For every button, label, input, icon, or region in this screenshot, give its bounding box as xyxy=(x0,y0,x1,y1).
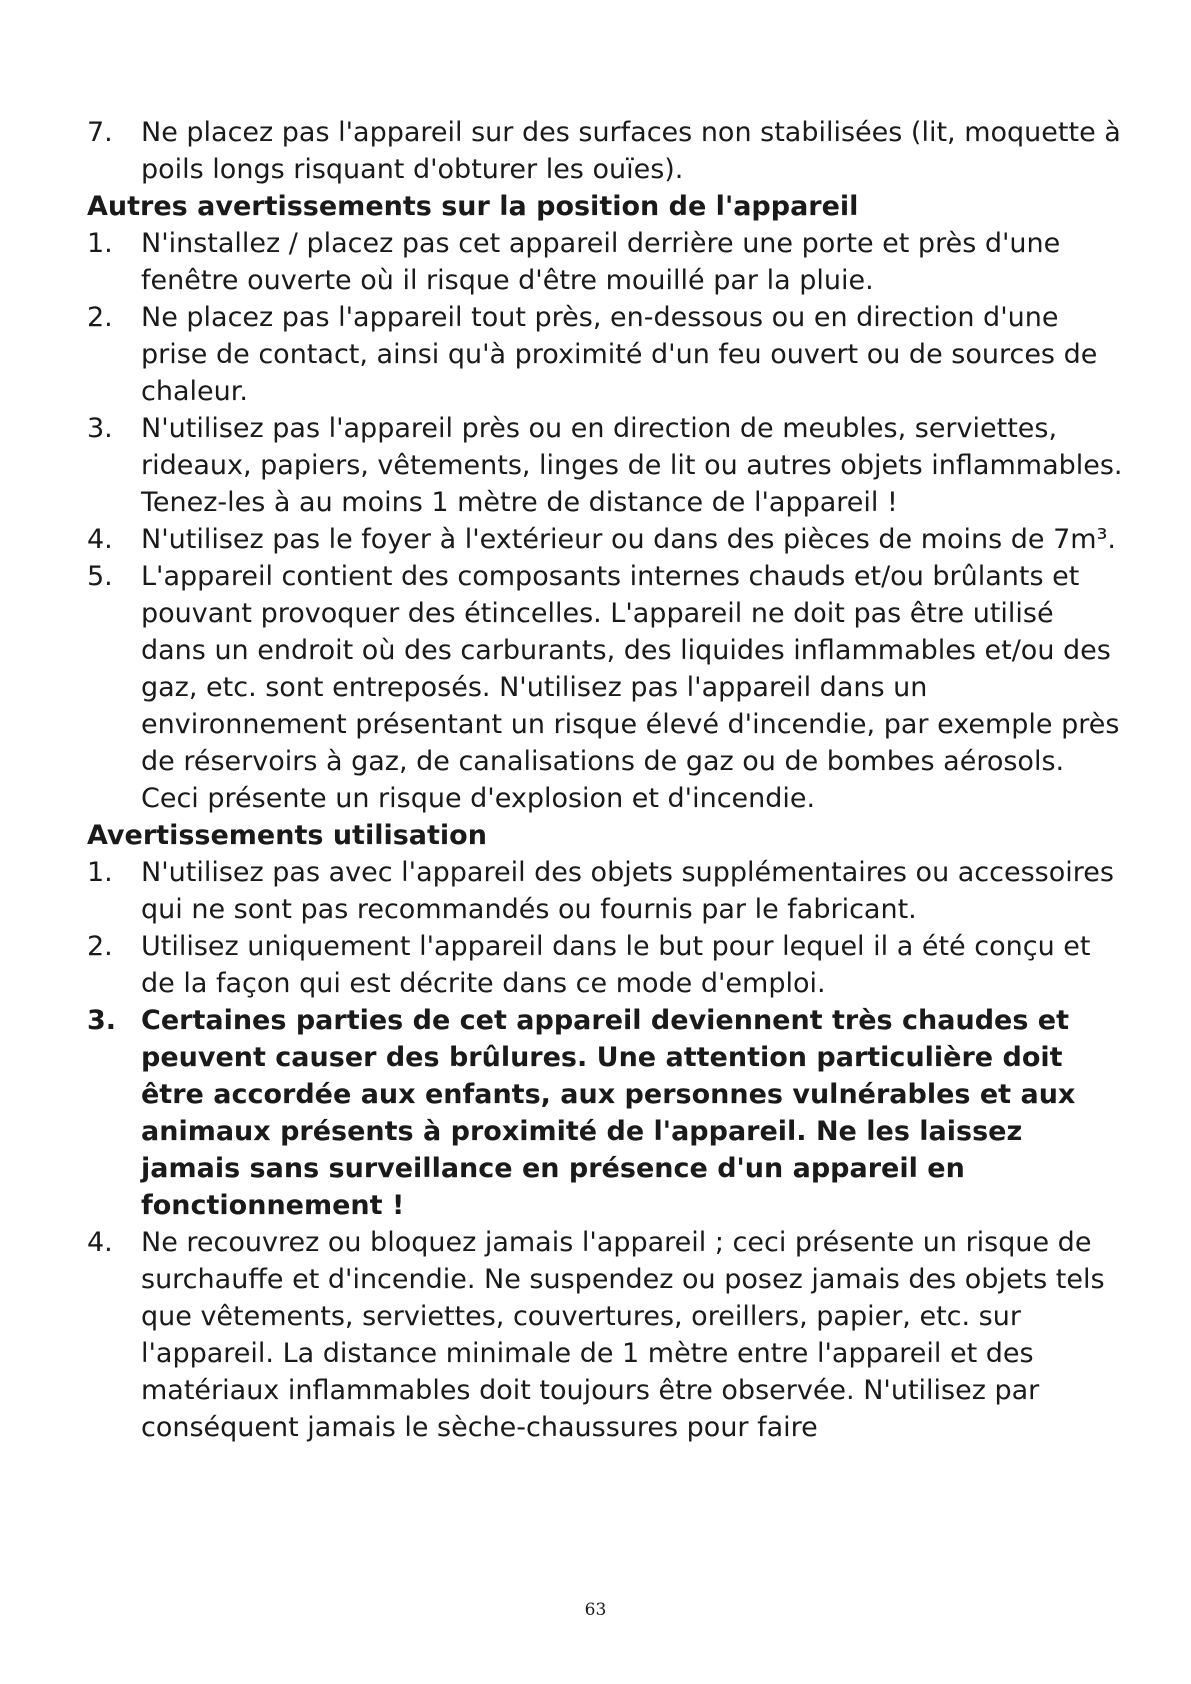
position-item-5 xyxy=(87,558,1127,817)
page-content xyxy=(87,114,1127,1446)
list-text: L'appareil contient des composants internes chauds et/ou brûlants et pouvant provoquer des étincelles. L'appareil ne doit pas être utilisé dans un endroit où des carburants, des liquides inflammables et/ou des gaz, etc. sont entreposés. N'utilisez pas l'appareil dans un environnement présentant un risque élevé d'incendie, par exemple près de réservoirs à gaz, de canalisations de gaz ou de bombes aérosols. Ceci présente un risque d'explosion et d'incendie. xyxy=(141,561,1120,814)
list-number: 7. xyxy=(87,117,113,148)
list-item-7 xyxy=(87,114,1127,188)
position-item-1 xyxy=(87,225,1127,299)
position-item-2 xyxy=(87,299,1127,410)
position-item-4 xyxy=(87,521,1127,558)
list-text: N'utilisez pas avec l'appareil des objets supplémentaires ou accessoires qui ne sont pas recommandés ou fournis par le fabricant. xyxy=(141,857,1114,925)
list-text: N'utilisez pas l'appareil près ou en direction de meubles, serviettes, rideaux, papiers, vêtements, linges de lit ou autres objets inflammables. Tenez-les à au moins 1 mètre de distance de l'appareil ! xyxy=(141,413,1123,518)
list-number: 4. xyxy=(87,524,113,555)
section-heading-usage: Avertissements utilisation xyxy=(87,820,487,851)
usage-item-4 xyxy=(87,1224,1127,1446)
usage-item-2 xyxy=(87,928,1127,1002)
list-number: 5. xyxy=(87,561,113,592)
page-number: 63 xyxy=(584,1600,607,1620)
usage-item-3-warning xyxy=(87,1002,1127,1224)
position-item-3 xyxy=(87,410,1127,521)
list-number: 1. xyxy=(87,857,113,888)
list-number: 3. xyxy=(87,413,113,444)
list-number: 2. xyxy=(87,931,113,962)
list-text: Certaines parties de cet appareil deviennent très chaudes et peuvent causer des brûlures. Une attention particulière doit être accordée aux enfants, aux personnes vulnérables et aux animaux présents à proximité de l'appareil. Ne les laissez jamais sans surveillance en présence d'un appareil en fonctionnement ! xyxy=(141,1005,1076,1221)
section-heading-position: Autres avertissements sur la position de l'appareil xyxy=(87,191,859,222)
list-number: 3. xyxy=(87,1005,117,1036)
usage-item-1 xyxy=(87,854,1127,928)
list-text: N'utilisez pas le foyer à l'extérieur ou dans des pièces de moins de 7m³. xyxy=(141,524,1117,555)
list-text: Utilisez uniquement l'appareil dans le but pour lequel il a été conçu et de la façon qui est décrite dans ce mode d'emploi. xyxy=(141,931,1091,999)
list-text: N'installez / placez pas cet appareil derrière une porte et près d'une fenêtre ouverte où il risque d'être mouillé par la pluie. xyxy=(141,228,1061,296)
list-number: 4. xyxy=(87,1227,113,1258)
list-text: Ne recouvrez ou bloquez jamais l'appareil ; ceci présente un risque de surchauffe et d'incendie. Ne suspendez ou posez jamais des objets tels que vêtements, serviettes, couvertures, oreillers, papier, etc. sur l'appareil. La distance minimale de 1 mètre entre l'appareil et des matériaux inflammables doit toujours être observée. N'utilisez par conséquent jamais le sèche-chaussures pour faire xyxy=(141,1227,1105,1443)
list-text: Ne placez pas l'appareil tout près, en-dessous ou en direction d'une prise de contact, ainsi qu'à proximité d'un feu ouvert ou de sources de chaleur. xyxy=(141,302,1098,407)
list-number: 2. xyxy=(87,302,113,333)
list-number: 1. xyxy=(87,228,113,259)
list-text: Ne placez pas l'appareil sur des surfaces non stabilisées (lit, moquette à poils longs risquant d'obturer les ouïes). xyxy=(141,117,1121,185)
